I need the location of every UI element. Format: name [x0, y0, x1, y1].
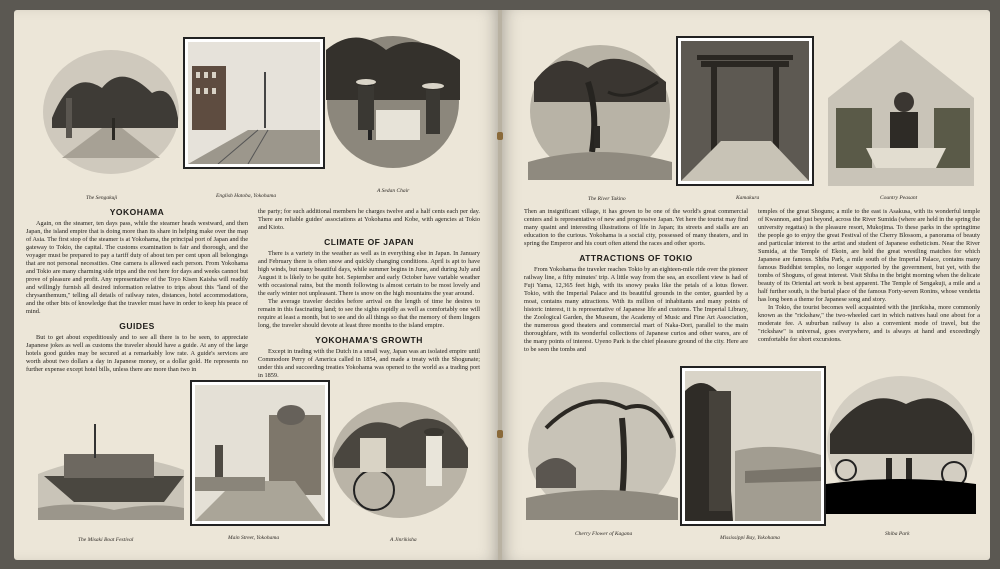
caption-main-street: Main Street, Yokohama [228, 535, 280, 541]
photo-shiba-park [826, 374, 976, 514]
heading-climate: CLIMATE OF JAPAN [324, 237, 414, 247]
heading-yokohama: YOKOHAMA [109, 207, 165, 217]
caption-country-peasant: Country Peasant [880, 195, 918, 201]
paragraph-guides-cont: the party; for such additional members he charges twelve and a half cents each per day. There are reliable guides' associations at Yokohama and Kobe, with agencies at Tokio and Kioto. [258, 208, 480, 231]
photo-sengakuji [42, 48, 180, 176]
caption-sedan-chair: A Sedan Chair [377, 188, 410, 194]
caption-english-hatoba: English Hatoba, Yokohama [216, 193, 277, 199]
photo-main-street [190, 380, 330, 526]
paragraph-climate-2: The average traveler decides before arrival on the length of time he desires to remain in this fascinating land; to see the sights rapidly as well as comfortably one will require at least a month, but to see and do all things so that the memory of them lingers long, the traveler should devote at least three months to the island empire. [258, 298, 480, 329]
right-column-1 [524, 208, 748, 354]
left-column-1 [26, 208, 248, 374]
paragraph-rickshaw: In Tokio, the tourist becomes well acquainted with the jinrikisha, more commonly known as the "rickshaw," the two-wheeled cart in which natives haul one about for a moderate fee. A suburban railway is also a convenient mode of travel, but the "rickshaw" is universal, goes everywhere, and is always at hand and exceedingly comfortable for short excursions. [758, 304, 980, 343]
photo-misaki-boat [34, 404, 188, 522]
caption-mississippi-bay: Mississippi Bay, Yokohama [720, 535, 780, 541]
photo-mississippi-bay [680, 366, 826, 526]
right-column-2 [758, 208, 980, 344]
caption-river-takino: The River Takino [588, 196, 626, 202]
paragraph-guides: But to get about expeditiously and to see all there is to be seen, to appreciate Japanese jokes as well as customs the traveler should have a guide. At any of the large hotels good guides may be secured at a remarkably low rate. A guide's services are worth about two dollars a day in Japanese money, or a dollar gold. He represents no further expense except hotel bills, unless there are more than two in [26, 334, 248, 373]
photo-sedan-chair [326, 30, 460, 170]
photo-river-takino [528, 42, 672, 180]
paragraph-yokohama: Again, on the steamer, ten days pass, while the steamer heads westward, and then Japan, the island empire that is doing more than its share in helping make over the map of Asia. The first stop of the steamer is at Yokohama, the principal port of Japan and the gateway to Tokio, the capital. The customs examination is fair and thorough, and the voyager must be prepared to pay a tariff duty of about ten per cent upon all belongings that are not personal necessities. One camera is allowed each person. From Yokohama and Tokio are many charming side trips and the rest here for days and weeks cannot but prove of pleasure and profit. Any representative of the Toyo Kisen Kaisha will readily and willingly furnish all desired information relative to trips about this "land of the chrysanthemum," telling all details of railway rates, distances, hotel accommodations, and the other bits of knowledge that the traveler must have in order to keep his peace of mind. [26, 220, 248, 315]
heading-growth: YOKOHAMA'S GROWTH [315, 335, 423, 345]
photo-country-peasant [826, 38, 976, 188]
caption-jinrikisha: A Jinrikisha [390, 537, 417, 543]
paragraph-tokio-cont: temples of the great Shoguns; a mile to the east is Asakusa, with its wonderful temple of Kwannon, and just beyond, across the River Sumida (where are held in the spring the university regattas) is the pleasure resort, Mukojima. To these parks in the springtime the people go to enjoy the great Festival of the Cherry Blossom, a panorama of beauty and particular interest to the artist and student of Japanese estheticism. Near the River Sumida, at the Temple of Ekoin, are held the great wrestling matches for which Japanese are famous. Shiba Park, a mile south of the Imperial Palace, contains many famous Buddhist temples, no longer supported by the government, but yet, with the tombs of Shoguns, of great interest. Visit Shiba in the bright morning when the delicate beauty of its Oriental art work is best apparent. The Temple of Sengakuji, a mile and a half further south, is the burial place of the famous Forty-seven Ronins, whose vendetta has long been a theme for Japanese song and story. [758, 208, 980, 303]
caption-kamakura: Kamakura [736, 195, 760, 201]
center-fold [498, 10, 502, 560]
left-column-2 [258, 208, 480, 380]
paragraph-climate-1: There is a variety in the weather as well as in everything else in Japan. In January and February there is often snow and quickly changing conditions. April is apt to have high winds, but many beautiful days, while summer begins in June, and during July and August it is likely to be quite hot. September and early October have variable weather with occasional rains, but the month following is almost certain to be most lovely and the early winter not unpleasant. There is snow on the high mountains the year around. [258, 250, 480, 297]
caption-misaki-boat: The Misaki Boat Festival [78, 537, 134, 543]
photo-kamakura [676, 36, 814, 186]
heading-tokio: ATTRACTIONS OF TOKIO [579, 253, 693, 263]
heading-guides: GUIDES [119, 321, 155, 331]
photo-english-hatoba [183, 37, 325, 169]
caption-sengakuji: The Sengakuji [86, 195, 118, 201]
caption-shiba-park: Shiba Park [885, 531, 910, 537]
paragraph-growth: Except in trading with the Dutch in a small way, Japan was an isolated empire until Commodore Perry of America called in 1854, and made a treaty with the Shogunate; under this and succeeding treaties Yokohama was opened to the world as a trading port in 1859. [258, 348, 480, 379]
staple-bottom [497, 430, 503, 438]
paragraph-tokio: From Yokohama the traveler reaches Tokio by an eighteen-mile ride over the pioneer railway line, a fifty minutes' trip. A little way from the sea, an excellent view is had of Fuji Yama, 12,365 feet high, with its snowy peaks like the petals of a lotus flower. Tokio, with the Imperial Palace and its beautiful grounds in the center, guarded by a moat, contains many attractions. With its million of inhabitants and many points of historic interest, it is representative of Japanese life and customs. The Imperial Library, the Zoological Garden, the Museum, the Academy of Music and Fine Art Association, the numerous good theaters and commercial mart of Naka-Dori, parallel to the main thoroughfare, with its wonderful collections of Japanese curios and other wares, are of the many points of interest. Uyeno Park is the chief pleasure ground of the city. Here are to be seen the tombs and [524, 266, 748, 353]
photo-jinrikisha [330, 398, 470, 520]
caption-cherry-flower: Cherry Flower of Kagana [575, 531, 633, 537]
paragraph-growth-cont: Then an insignificant village, it has grown to be one of the world's great commercial centers and is representative of new and progressive Japan. Yet here the tourist may find many quaint and interesting illustrations of life in Japan; its streets and stalls are an education to the curious. Yokohama is a social city, possessed of many theaters, and in spring the Emperor and his court often attend the races and other sports. [524, 208, 748, 247]
staple-top [497, 132, 503, 140]
photo-cherry-flower [526, 378, 678, 520]
